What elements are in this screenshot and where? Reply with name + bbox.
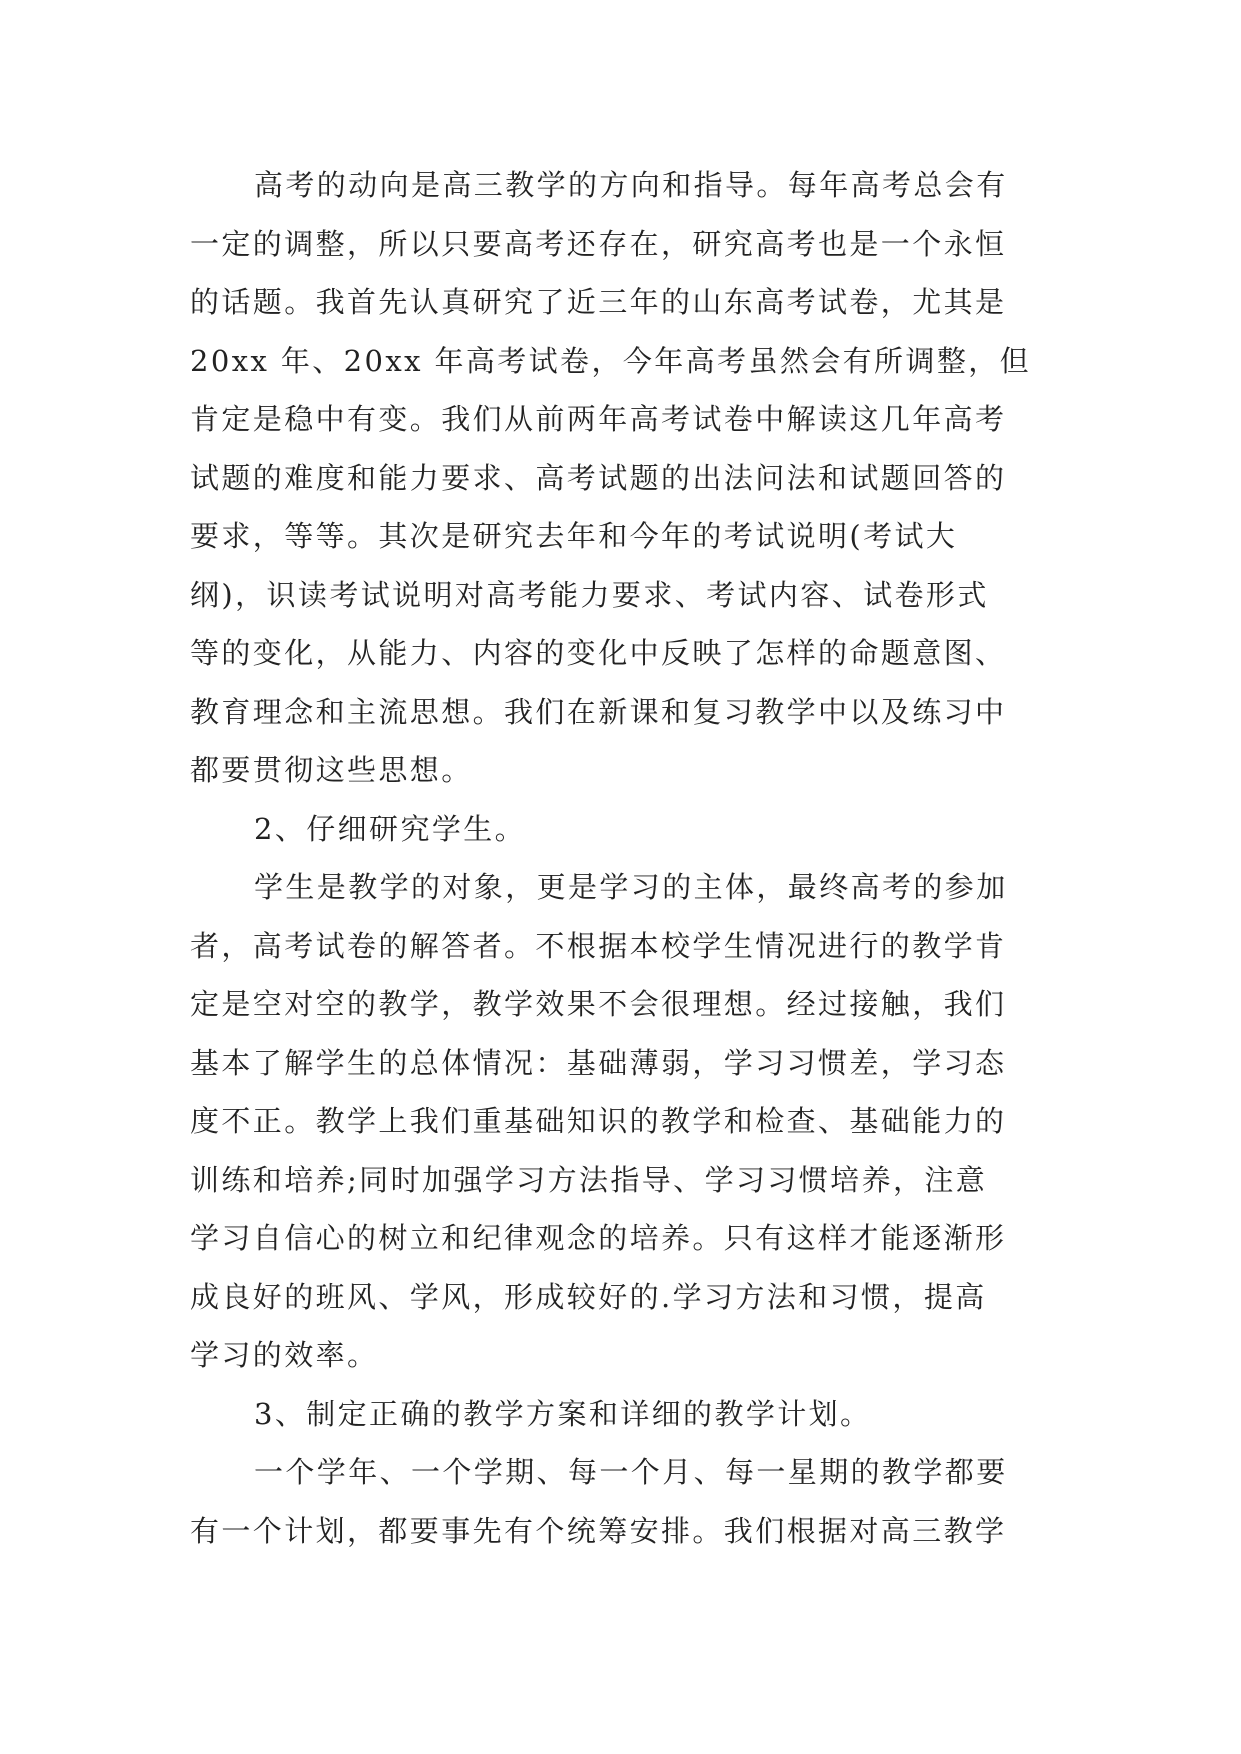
text-line: 20xx 年、20xx 年高考试卷，今年高考虽然会有所调整，但	[190, 343, 1032, 378]
text-line: 度不正。教学上我们重基础知识的教学和检查、基础能力的	[190, 1104, 1007, 1138]
text-line: 的话题。我首先认真研究了近三年的山东高考试卷，尤其是	[190, 285, 1007, 319]
text-line: 要求，等等。其次是研究去年和今年的考试说明(考试大	[190, 519, 958, 553]
text-line: 一个学年、一个学期、每一个月、每一星期的教学都要	[254, 1455, 1008, 1489]
text-line: 肯定是稳中有变。我们从前两年高考试卷中解读这几年高考	[190, 402, 1007, 436]
text-line: 3、制定正确的教学方案和详细的教学计划。	[254, 1396, 872, 1431]
document-body	[190, 156, 1070, 1560]
text-line: 试题的难度和能力要求、高考试题的出法问法和试题回答的	[190, 460, 1007, 495]
text-line: 者，高考试卷的解答者。不根据本校学生情况进行的教学肯	[190, 928, 1007, 963]
text-line: 学习自信心的树立和纪律观念的培养。只有这样才能逐渐形	[190, 1221, 1007, 1255]
text-line: 都要贯彻这些思想。	[190, 753, 473, 787]
text-line: 训练和培养;同时加强学习方法指导、学习习惯培养，注意	[190, 1162, 988, 1197]
text-line: 定是空对空的教学，教学效果不会很理想。经过接触，我们	[190, 987, 1007, 1021]
text-line: 学习的效率。	[190, 1338, 379, 1372]
text-line: 高考的动向是高三教学的方向和指导。每年高考总会有	[254, 168, 1008, 202]
text-line: 学生是教学的对象，更是学习的主体，最终高考的参加	[254, 870, 1008, 904]
text-line: 基本了解学生的总体情况：基础薄弱，学习习惯差，学习态	[190, 1045, 1007, 1080]
text-line: 等的变化，从能力、内容的变化中反映了怎样的命题意图、	[190, 636, 1007, 670]
text-line: 纲)，识读考试说明对高考能力要求、考试内容、试卷形式	[190, 577, 989, 612]
text-line: 成良好的班风、学风，形成较好的.学习方法和习惯，提高	[190, 1279, 987, 1314]
text-line: 2、仔细研究学生。	[254, 811, 527, 846]
text-line: 有一个计划，都要事先有个统筹安排。我们根据对高三教学	[190, 1513, 1007, 1548]
text-line: 教育理念和主流思想。我们在新课和复习教学中以及练习中	[190, 694, 1007, 729]
text-line: 一定的调整，所以只要高考还存在，研究高考也是一个永恒	[190, 226, 1007, 261]
